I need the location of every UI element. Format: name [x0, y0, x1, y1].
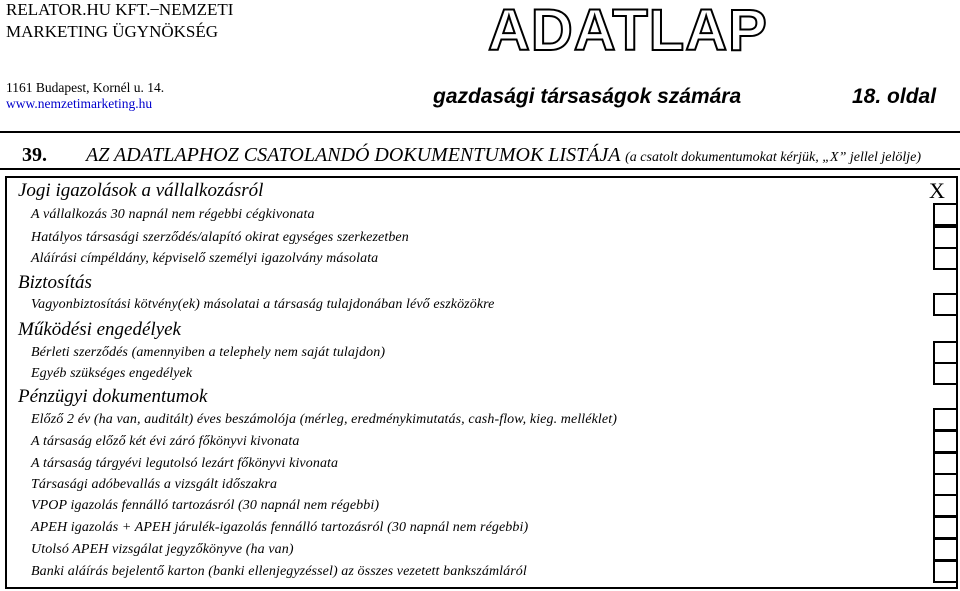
mark-column-label: X: [929, 178, 945, 203]
checklist-item-label: Társasági adóbevallás a vizsgált időszakra: [31, 477, 278, 492]
checklist-item-label: VPOP igazolás fennálló tartozásról (30 napnál nem régebbi): [31, 498, 380, 513]
section-top-rule: [0, 131, 960, 133]
checklist-item-label: Hatályos társasági szerződés/alapító okirat egységes szerkezetben: [31, 230, 409, 245]
checklist-item-label: Egyéb szükséges engedélyek: [31, 366, 193, 381]
section-instruction-note: (a csatolt dokumentumokat kérjük, „X” jellel jelölje): [625, 150, 922, 165]
form-subtitle: gazdasági társaságok számára: [433, 85, 742, 108]
checklist-item-label: Aláírási címpéldány, képviselő személyi igazolvány másolata: [31, 251, 379, 266]
checklist-checkbox[interactable]: [933, 494, 958, 517]
section-title: [86, 143, 921, 170]
page-number: 18. oldal: [852, 85, 937, 108]
checklist-checkbox[interactable]: [933, 293, 958, 316]
group-heading-financial: Pénzügyi dokumentumok: [18, 386, 208, 407]
section-bottom-rule: [0, 168, 960, 170]
checklist-checkbox[interactable]: [933, 226, 958, 249]
company-address: 1161 Budapest, Kornél u. 14.: [6, 80, 165, 95]
checklist-checkbox[interactable]: [933, 516, 958, 539]
group-heading-insurance: Biztosítás: [18, 272, 92, 293]
checklist-checkbox[interactable]: [933, 362, 958, 385]
section-number: 39.: [22, 144, 47, 166]
section-title-text: AZ ADATLAPHOZ CSATOLANDÓ DOKUMENTUMOK LISTÁJA: [86, 144, 621, 166]
adatlap-logo: ADATLAP: [488, 0, 768, 63]
checklist-item-label: Bérleti szerződés (amennyiben a telephely nem saját tulajdon): [31, 345, 386, 360]
company-name-line1: RELATOR.HU KFT. ̶ NEMZETI: [6, 0, 234, 19]
checklist-checkbox[interactable]: [933, 430, 958, 453]
checklist-checkbox[interactable]: [933, 203, 958, 226]
checklist-checkbox[interactable]: [933, 560, 958, 583]
checklist-item-label: Banki aláírás bejelentő karton (banki ellenjegyzéssel) az összes vezetett bankszámláról: [31, 564, 527, 579]
company-name-line2: MARKETING ÜGYNÖKSÉG: [6, 22, 219, 41]
checklist-checkbox[interactable]: [933, 247, 958, 270]
checklist-item-label: Vagyonbiztosítási kötvény(ek) másolatai a társaság tulajdonában lévő eszközökre: [31, 297, 495, 312]
checklist-item-label: A vállalkozás 30 napnál nem régebbi cégkivonata: [31, 207, 315, 222]
checklist-checkbox[interactable]: [933, 473, 958, 496]
checklist-checkbox[interactable]: [933, 341, 958, 364]
group-heading-legal: Jogi igazolások a vállalkozásról: [18, 180, 264, 201]
group-heading-operating-licenses: Működési engedélyek: [18, 319, 181, 340]
checklist-checkbox[interactable]: [933, 452, 958, 475]
checklist-item-label: A társaság tárgyévi legutolsó lezárt főkönyvi kivonata: [31, 456, 339, 471]
checklist-item-label: APEH igazolás + APEH járulék-igazolás fennálló tartozásról (30 napnál nem régebbi): [31, 520, 529, 535]
company-website-link[interactable]: www.nemzetimarketing.hu: [6, 96, 153, 111]
checklist-checkbox[interactable]: [933, 408, 958, 431]
checklist-item-label: Előző 2 év (ha van, auditált) éves beszámolója (mérleg, eredménykimutatás, cash-flow, kieg. melléklet): [31, 412, 617, 427]
checklist-checkbox[interactable]: [933, 538, 958, 561]
checklist-item-label: A társaság előző két évi záró főkönyvi kivonata: [31, 434, 300, 449]
checklist-item-label: Utolsó APEH vizsgálat jegyzőkönyve (ha van): [31, 542, 294, 557]
